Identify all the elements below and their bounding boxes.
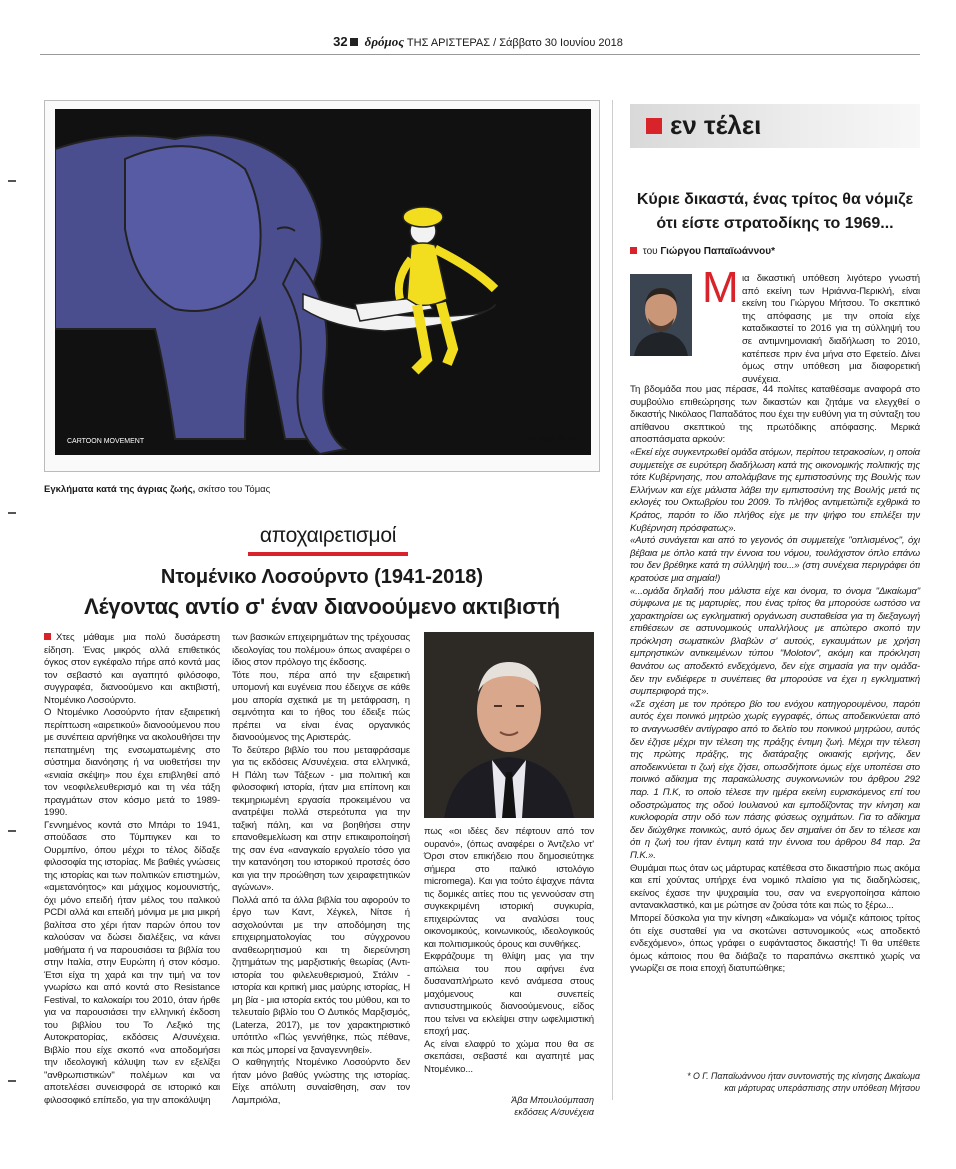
- issue-date: Σάββατο 30 Ιουνίου 2018: [499, 37, 623, 49]
- article-column-3: [424, 826, 594, 1076]
- losurdo-portrait-photo: [424, 632, 594, 818]
- column-intro-block: [742, 273, 920, 386]
- header-square-icon: [350, 38, 358, 46]
- scan-mark: [8, 1080, 16, 1082]
- paragraph: Χτες μάθαμε μια πολύ δυσάρεστη είδηση. Ένας μικρός αλλά επιθετικός όγκος στον εγκέφαλο πήρε από κοντά μας τον σεβαστό και αγαπητό φιλόσοφο, συγγραφέα, διανοούμενο και ακτιβιστή, Ντομένικο Λοσούρντο.: [44, 632, 220, 706]
- column-footnote: [630, 1070, 920, 1094]
- paragraph: Ας είναι ελαφρύ το χώμα που θα σε σκεπάσει, σεβαστέ και αγαπητέ μας Ντομένικο...: [424, 1038, 594, 1075]
- paragraph: Ο καθηγητής Ντομένικο Λοσούρντο δεν ήταν μόνο βαθύς γνώστης της ιστορίας. Είχε απόλυτη συναίσθηση, σαν τον Λαμπριόλα,: [232, 1057, 410, 1106]
- paragraph: πως «οι ιδέες δεν πέφτουν από τον ουρανό», (όπως αναφέρει ο Άντζελο ντ' Όρσι στον επικήδειο που δημοσιεύτηκε σήμερα στο ιταλικό ιστολόγιο micromega). Και για τούτο έψαχνε πάντα τις δομικές αιτίες που τις γεννούσαν στη συγκεκριμένη ιστορική συγκυρία, επιχειρώντας να αναλύσει τους οικονομικούς, κοινωνικούς, ιδεολογικούς και πολιτισμικούς όρους και συνθήκες.: [424, 826, 594, 950]
- column-label: εν τέλει: [670, 110, 762, 140]
- scan-mark: [8, 180, 16, 182]
- paragraph: Ο Ντομένικο Λοσούρντο ήταν εξαιρετική περίπτωση «αιρετικού» διανοούμενου που με συνέπεια αρνήθηκε να ακολουθήσει την πεπατημένη της ενσωματωμένης στο σύστημα διανόησης ή να υιοθετήσει την «ενιαία σκέψη» που έχει επιβληθεί από τον νεοφιλελευθερισμό και τη νέα τάξη πραγμάτων στον κόσμο μετά το 1989-1990.: [44, 707, 220, 818]
- cartoon-signature: TOMAS-15: [525, 434, 580, 446]
- footnote-line-1: * Ο Γ. Παπαϊωάννου ήταν συντονιστής της κίνησης Δικαίωμα: [687, 1071, 920, 1081]
- scan-mark: [8, 512, 16, 514]
- column-headline: Κύριε δικαστά, ένας τρίτος θα νόμιζε ότι είστε στρατοδίκης το 1969...: [636, 191, 914, 232]
- paragraph: ια δικαστική υπόθεση λιγότερο γνωστή από εκείνη των Ηριάννα-Περικλή, είναι εκείνη του Γιώργου Μήτσου. Το σκεπτικό της απόφασης με την οποία είχε καταδικαστεί το 2016 για τη σύλληψή του σε αντιμνημονιακή διαδήλωση το 2010, κατέπεσε πριν ένα μήνα στο Εφετείο. Δίνει όμως στην υπόθεση μια διαφορετική συνέχεια.: [742, 273, 920, 385]
- page-header: 32 δρόμος ΤΗΣ ΑΡΙΣΤΕΡΑΣ / Σάββατο 30 Ιουνίου 2018: [333, 34, 623, 49]
- section-label: αποχαιρετισμοί: [259, 524, 397, 547]
- cartoon-caption: [44, 484, 270, 495]
- column-divider: [612, 100, 613, 1100]
- portrait-illustration: [424, 632, 594, 818]
- paragraph: Τότε που, πέρα από την εξαιρετική υπομονή και ευγένεια που έδειχνε σε κάθε μου απορία σχετικά με τη μετάφραση, η σεμνότητα και το ήθος του έδειξε πώς πρέπει να είναι ένας οργανικός διανοούμενος της Αριστεράς.: [232, 669, 410, 743]
- brand-name: δρόμος: [364, 34, 405, 49]
- quote: «Σε σχέση με τον πρότερο βίο του ενόχου κατηγορουμένου, παρότι αυτός έχει ποινικό μητρώο χωρίς εγγραφές, όπως αποδεικνύεται από το αναγνωσθέν αντίγραφο από το δελτίο του ποινικού μητρώου, αυτός δεν έζησε μέχρι την τέλεση της πράξης έντιμη ζωή. Μέχρι την τέλεση της πρώτης πράξης, της διατάραξης οικιακής ειρήνης, δεν αποδεικνύεται τι ζωή είχε ζήσει, οπωσδήποτε όμως είχε υποπέσει στο ποινικό αδίκημα της παρακώλυσης συγκοινωνιών του άρθρου 292 παρ. 1 Π.Κ, το οποίο τέλεσε την ημέρα εκείνη ευρισκόμενος επί του οδοστρώματος της οδού Ιουλιανού και εμποδίζοντας την κίνηση και κυκλοφορία στην οδό των πάσης φύσεως οχημάτων. Για το αδίκημα δεν διώχθηκε ποινικώς, αυτό όμως δεν σημαίνει ότι δεν το τέλεσε και ότι η ζωή του ήταν έντιμη κατά την έννοια του άρθρου 84 παρ. 2α Π.Κ.».: [630, 698, 920, 861]
- caption-bold: Εγκλήματα κατά της άγριας ζωής,: [44, 484, 196, 495]
- quote: «...ομάδα δηλαδή που μάλιστα είχε και όνομα, το όνομα "Δικαίωμα" σύμφωνα με τις μαρτυρίες, που ένας τρίτος θα μπορούσε ωστόσο να χαρακτηρίσει ως εγκληματική οργάνωση συσταθείσα για τη διεξαγωγή επιθέσεων σε αστυνομικούς υπαλλήλους με απώτερο σκοπό την πρόκληση σωματικών βλαβών σ' αυτούς, εγκαυμάτων με χρήση εμπρηστικών αντικειμένων τύπου "Molotov", ακόμη και πρόκληση θανάτου ως αποδεκτό ενδεχόμενο, δεν είχε σημασία για την ομάδα- δεν την ενδιέφερε τι συνέπειες θα μπορούσε να έχει η εγκληματική συμπεριφορά της».: [630, 585, 920, 698]
- byline-prefix: του: [642, 246, 658, 257]
- red-square-icon: [646, 118, 662, 134]
- drop-cap: Μ: [702, 263, 739, 312]
- signature-org: εκδόσεις Α/συνέχεια: [514, 1107, 594, 1117]
- section-underline: [248, 552, 408, 556]
- header-rule: [40, 54, 920, 55]
- signature-name: Άβα Μπουλούμπαση: [511, 1095, 594, 1105]
- column-body: [630, 384, 920, 976]
- column-label-box: [630, 104, 920, 148]
- author-portrait-illustration: [630, 274, 692, 356]
- paragraph: των βασικών επιχειρημάτων της τρέχουσας ιδεολογίας του πολέμου» όπως αναφέρει ο ίδιος στον πρόλογο της έκδοσης.: [232, 632, 410, 668]
- elephant-cartoon-illustration: [55, 109, 591, 455]
- paragraph: Εκφράζουμε τη θλίψη μας για την απώλεια του που αφήνει ένα δυσαναπλήρωτο κενό ανάμεσα στους μαχόμενους και συνεπείς αντισυστημικούς διανοούμενους, είδος που τείνει να εκλείψει στην ωφελιμιστική εποχή μας.: [424, 951, 594, 1037]
- author-name: Γιώργου Παπαϊωάννου*: [660, 246, 775, 257]
- red-square-icon: [630, 247, 637, 254]
- paragraph: Πολλά από τα άλλα βιβλία του αφορούν το έργο των Καντ, Χέγκελ, Νίτσε ή ασχολούνται με την αποδόμηση της επιχειρηματολογίας του σύγχρονου αναθεωρητισμού και τη διερεύνηση ζητημάτων της μαρξιστικής θεωρίας (Αντι-ιστορία του φιλελευθερισμού, Στάλιν - ιστορία και κριτική μιας μαύρης ιστορίας, Η μη βία - μια ιστορία εκτός του μύθου, και το τελευταίο βιβλίο του Ο Δυτικός Μαρξισμός, (Laterza, 2017), με τον χαρακτηριστικό υπότιτλο «Πώς γεννήθηκε, πώς πέθανε, και πώς μπορεί να ξαναγεννηθεί».: [232, 894, 410, 1056]
- bullet-square-icon: [44, 633, 51, 640]
- column-byline: [630, 246, 775, 257]
- scan-mark: [8, 830, 16, 832]
- article-headline: Λέγοντας αντίο σ' έναν διανοούμενο ακτιβιστή: [84, 594, 560, 619]
- page-number: 32: [333, 34, 348, 49]
- paragraph: Θυμάμαι πως όταν ως μάρτυρας κατέθεσα στο δικαστήριο πως ακόμα και επί χούντας υπήρχε ένα νομικό πλαίσιο για τις διαδηλώσεις, εκείνος έχασε την ψυχραιμία του, σαν να ενεργοποίησα κάποιο αντανακλαστικό, και με ρώτησε αν ζούσα τότε και πώς το ξέρω...: [630, 862, 920, 912]
- article-column-2: [232, 632, 410, 1107]
- footnote-line-2: και μάρτυρας υπεράσπισης στην υπόθεση Μήτσου: [724, 1083, 920, 1093]
- quote: «Αυτό συνάγεται και από το γεγονός ότι συμμετείχε "οπλισμένος", όχι βέβαια με όπλο κατά την έννοια του νόμου, τουλάχιστον όπλο επάνω του δεν βρέθηκε κατά τη σύλληψή του...» (στη συνέχεια περιγράφει ότι κρατούσε μια σημαία!): [630, 535, 920, 584]
- paragraph: Μπορεί δύσκολα για την κίνηση «Δικαίωμα» να νόμιζε κάποιος τρίτος ότι είχε συσταθεί για να σκοτώνει αστυνομικούς «ως αποδεκτό ενδεχόμενο», όπως γράφει ο ευφάνταστος δικαστής! Τι θα υπέθετε όμως κάποιος που θα διάβαζε το παραπάνω σκεπτικό χωρίς να γνωρίζει σε ποια εποχή διατυπώθηκε;: [630, 912, 920, 975]
- author-photo: [630, 274, 692, 356]
- article-signature: [424, 1094, 594, 1118]
- article-column-1: [44, 632, 220, 1107]
- cartoon-figure: [44, 100, 600, 472]
- paragraph: Τη βδομάδα που μας πέρασε, 44 πολίτες καταθέσαμε αναφορά στο συμβούλιο επιθεώρησης των δικαστών και ζητάμε να ελεγχθεί ο δικαστής Νικόλαος Παπαδάτος που έχει την ευθύνη για τη σύνταξη του απίθανου σκεπτικού της πρωτόδικης απόφασης. Μερικά αποσπάσματα αρκούν:: [630, 384, 920, 446]
- cartoon-logo: CARTOON MOVEMENT: [67, 438, 145, 445]
- brand-rest: ΤΗΣ ΑΡΙΣΤΕΡΑΣ: [406, 37, 491, 49]
- paragraph: Γεννημένος κοντά στο Μπάρι το 1941, σπούδασε στο Τύμπιγκεν και το Ουρμπίνο, όπου μέχρι το τέλος δίδαξε φιλοσοφία της ιστορίας. Με βαθιές γνώσεις της ιστορίας και των πολιτικών επιστημών, «αμετανόητος» και μάχιμος κομουνιστής, όχι μόνο επειδή ήταν μέλος του ιταλικού PCDI αλλά και επειδή μόνιμα με μια μικρή βαλίτσα στο χέρι ήταν παρών όπου τον καλούσαν να δώσει διαλέξεις, να κάνει μαθήματα ή να παρουσιάσει τα βιβλία του στην Ιταλία, στην Ευρώπη ή στον κόσμο. Έτσι είχα τη χαρά και την τιμή να τον γνωρίσω και από κοντά στο Resistance Festival, το καλοκαίρι του 2010, όταν ήρθε για να παρουσιάσει την ελληνική έκδοση του βιβλίου του Το Λεξικό της Αυτοκρατορίας, εκδόσεις Α/συνέχεια. Βιβλίο που είχε σκοπό «να αποδομήσει την ιδεολογική κάλυψη των εν εξελίξει "ανθρωπιστικών" πολέμων και να αποτελέσει συνεισφορά σε ιστορικό και φιλοσοφικό επίπεδο, για την αποκάλυψη: [44, 819, 220, 1106]
- caption-rest: σκίτσο του Τόμας: [197, 484, 271, 495]
- paragraph: Το δεύτερο βιβλίο του που μεταφράσαμε για τις εκδόσεις Α/συνέχεια. στα ελληνικά, Η Πάλη των Τάξεων - μια πολιτική και φιλοσοφική ιστορία, ήταν μια επίπονη και τεκμηριωμένη εργασία προκειμένου να ανατρέψει πολλά στερεότυπα για την ταξική πάλη, και να βοηθήσει στην επανοθεμελίωση και στην επικαιροποίησή της σαν ένα «αναγκαίο εργαλείο τόσο για την κατανόηση του ιστορικού προτσές όσο και για την προώθηση των χειραφετητικών αγώνων».: [232, 744, 410, 893]
- article-headline-name: Ντομένικο Λοσούρντο (1941-2018): [160, 566, 484, 588]
- quote: «Εκεί είχε συγκεντρωθεί ομάδα ατόμων, περίπου τετρακοσίων, η οποία συμμετείχε σε ευρύτερη διαδήλωση κατά της οικονομικής πολιτικής της τότε Κυβέρνησης, που απολάμβανε της εμπιστοσύνης της Βουλής των Ελλήνων και είχε μάλιστα λάβει την εμπιστοσύνη της Βουλής μετά τις εκλογές του Οκτωβρίου του 2009. Το πλήθος αντιμετώπιζε εχθρικά το Κράτος, παρότι το ίδιο πλήθος είχε με την ψήφο του επιλέξει την Κυβέρνηση πρόσφατως».: [630, 446, 920, 534]
